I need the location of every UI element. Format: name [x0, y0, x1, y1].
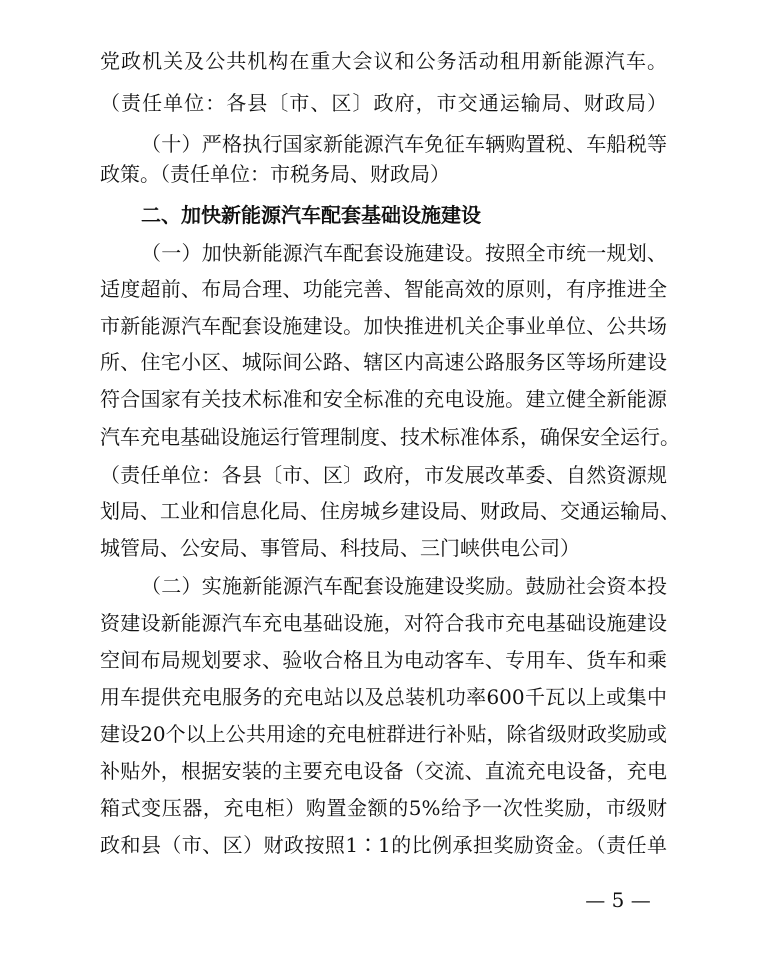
- text-line: 箱式变压器，充电柜）购置金额的5%给予一次性奖励，市级财: [100, 796, 667, 820]
- text-line: 建设20个以上公共用途的充电桩群进行补贴，除省级财政奖励或: [100, 722, 667, 746]
- text-line: 补贴外，根据安装的主要充电设备（交流、直流充电设备，充电: [100, 759, 667, 783]
- text-line: （一）加快新能源汽车配套设施建设。按照全市统一规划、: [141, 241, 667, 265]
- text-line: （二）实施新能源汽车配套设施建设奖励。鼓励社会资本投: [141, 574, 667, 598]
- text-line: 所、住宅小区、城际间公路、辖区内高速公路服务区等场所建设: [100, 350, 667, 374]
- text-line: 划局、工业和信息化局、住房城乡建设局、财政局、交通运输局、: [100, 499, 680, 523]
- text-line: 汽车充电基础设施运行管理制度、技术标准体系，确保安全运行。: [100, 425, 680, 449]
- text-line: （十）严格执行国家新能源汽车免征车辆购置税、车船税等: [141, 132, 667, 156]
- text-line: 政和县（市、区）财政按照1∶1的比例承担奖励资金。（责任单: [100, 833, 667, 857]
- text-line: （责任单位：各县〔市、区〕政府，市发展改革委、自然资源规: [100, 463, 667, 487]
- text-line: 城管局、公安局、事管局、科技局、三门峡供电公司）: [100, 536, 580, 560]
- text-line: 资建设新能源汽车充电基础设施，对符合我市充电基础设施建设: [100, 611, 667, 635]
- page-number: — 5 —: [585, 888, 651, 912]
- text-line: 空间布局规划要求、验收合格且为电动客车、专用车、货车和乘: [100, 648, 667, 672]
- text-line: 市新能源汽车配套设施建设。加快推进机关企事业单位、公共场: [100, 314, 667, 338]
- text-line: 党政机关及公共机构在重大会议和公务活动租用新能源汽车。: [100, 49, 667, 73]
- text-line: 适度超前、布局合理、功能完善、智能高效的原则，有序推进全: [100, 277, 667, 301]
- text-line: 政策。（责任单位：市税务局、财政局）: [100, 162, 450, 186]
- text-line: 用车提供充电服务的充电站以及总装机功率600千瓦以上或集中: [100, 685, 667, 709]
- section-heading: 二、加快新能源汽车配套基础设施建设: [141, 203, 481, 227]
- text-line: 符合国家有关技术标准和安全标准的充电设施。建立健全新能源: [100, 387, 667, 411]
- text-line: （责任单位：各县〔市、区〕政府，市交通运输局、财政局）: [100, 91, 667, 115]
